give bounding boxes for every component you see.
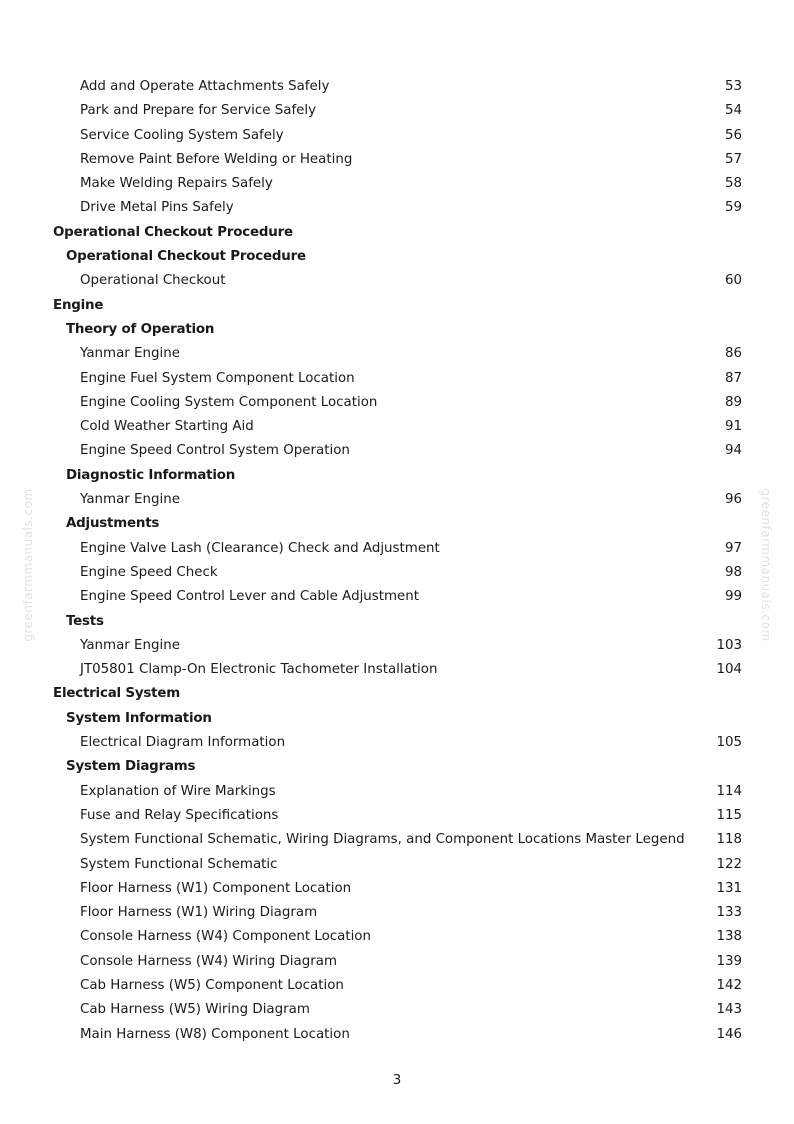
- toc-page-number: 87: [724, 370, 742, 386]
- toc-entry[interactable]: [0, 99, 794, 123]
- toc-page-number: 60: [724, 273, 742, 289]
- toc-title: Electrical Diagram Information: [80, 735, 286, 751]
- toc-entry[interactable]: [0, 731, 794, 755]
- toc-subsection-heading: [0, 245, 794, 269]
- toc-title: System Diagrams: [66, 759, 196, 775]
- toc-entry[interactable]: [0, 1023, 794, 1047]
- toc-entry[interactable]: [0, 367, 794, 391]
- toc-title: JT05801 Clamp-On Electronic Tachometer Installation: [80, 662, 438, 678]
- toc-page-number: 86: [724, 346, 742, 362]
- toc-title: Make Welding Repairs Safely: [80, 176, 273, 192]
- toc-page-number: 143: [716, 1002, 742, 1018]
- toc-entry[interactable]: [0, 75, 794, 99]
- toc-entry[interactable]: [0, 585, 794, 609]
- toc-title: Fuse and Relay Specifications: [80, 807, 279, 823]
- toc-title: Engine Fuel System Component Location: [80, 370, 355, 386]
- watermark-right: greenfarmmanuals.com: [759, 488, 773, 642]
- toc-title: Yanmar Engine: [80, 346, 180, 362]
- toc-title: Park and Prepare for Service Safely: [80, 103, 317, 119]
- toc-title: Explanation of Wire Markings: [80, 783, 276, 799]
- toc-page-number: 58: [724, 176, 742, 192]
- watermark-left: greenfarmmanuals.com: [21, 488, 35, 642]
- toc-title: Main Harness (W8) Component Location: [80, 1026, 350, 1042]
- toc-entry[interactable]: [0, 901, 794, 925]
- toc-page-number: 56: [724, 127, 742, 143]
- toc-title: Console Harness (W4) Component Location: [80, 929, 371, 945]
- toc-subsection-heading: [0, 464, 794, 488]
- toc-title: Console Harness (W4) Wiring Diagram: [80, 953, 337, 969]
- toc-page-number: 103: [716, 637, 742, 653]
- toc-entry[interactable]: [0, 925, 794, 949]
- toc-title: Yanmar Engine: [80, 492, 180, 508]
- toc-entry[interactable]: [0, 342, 794, 366]
- toc-page-number: 122: [716, 856, 742, 872]
- toc-page-number: 89: [724, 394, 742, 410]
- toc-page-number: 54: [724, 103, 742, 119]
- toc-title: Operational Checkout Procedure: [53, 224, 293, 240]
- toc-entry[interactable]: [0, 974, 794, 998]
- toc-page-number: 142: [716, 977, 742, 993]
- toc-title: Floor Harness (W1) Wiring Diagram: [80, 905, 318, 921]
- toc-entry[interactable]: [0, 780, 794, 804]
- toc-title: Tests: [66, 613, 104, 629]
- toc-page-number: 118: [716, 832, 742, 848]
- toc-title: Engine Speed Control Lever and Cable Adjustment: [80, 589, 420, 605]
- toc-page-number: 59: [724, 200, 742, 216]
- toc-section-heading: [0, 294, 794, 318]
- toc-title: Floor Harness (W1) Component Location: [80, 880, 352, 896]
- page-number: 3: [392, 1073, 402, 1088]
- toc-page-number: 138: [716, 929, 742, 945]
- toc-entry[interactable]: [0, 561, 794, 585]
- toc-entry[interactable]: [0, 415, 794, 439]
- toc-title: System Functional Schematic, Wiring Diagrams, and Component Locations Master Legend: [80, 832, 685, 848]
- toc-title: Electrical System: [53, 686, 180, 702]
- toc-entry[interactable]: [0, 439, 794, 463]
- toc-title: System Functional Schematic: [80, 856, 278, 872]
- toc-title: Add and Operate Attachments Safely: [80, 79, 330, 94]
- toc-title: Operational Checkout Procedure: [66, 249, 306, 265]
- toc-page-number: 97: [724, 540, 742, 556]
- toc-subsection-heading: [0, 318, 794, 342]
- toc-entry[interactable]: [0, 634, 794, 658]
- toc-title: Engine Speed Check: [80, 564, 218, 580]
- toc-page-number: 139: [716, 953, 742, 969]
- toc-title: Remove Paint Before Welding or Heating: [80, 151, 353, 167]
- toc-page-number: 96: [724, 492, 742, 508]
- toc-entry[interactable]: [0, 269, 794, 293]
- toc-title: Cold Weather Starting Aid: [80, 419, 254, 435]
- toc-title: Service Cooling System Safely: [80, 127, 284, 143]
- toc-entry[interactable]: [0, 828, 794, 852]
- toc-page-number: 98: [724, 564, 742, 580]
- toc-title: Engine Valve Lash (Clearance) Check and Adjustment: [80, 540, 440, 556]
- toc-title: Operational Checkout: [80, 273, 226, 289]
- toc-entry[interactable]: [0, 196, 794, 220]
- toc-title: Theory of Operation: [66, 321, 215, 337]
- toc-entry[interactable]: [0, 537, 794, 561]
- toc-subsection-heading: [0, 755, 794, 779]
- toc-page-number: 91: [724, 419, 742, 435]
- toc-page-number: 131: [716, 880, 742, 896]
- toc-entry[interactable]: [0, 172, 794, 196]
- toc-subsection-heading: [0, 512, 794, 536]
- toc-entry[interactable]: [0, 950, 794, 974]
- toc-entry[interactable]: [0, 124, 794, 148]
- toc-page-number: 146: [716, 1026, 742, 1042]
- toc-section-heading: [0, 682, 794, 706]
- toc-section-heading: [0, 221, 794, 245]
- toc-page-number: 115: [716, 807, 742, 823]
- toc-subsection-heading: [0, 707, 794, 731]
- toc-page-number: 99: [724, 589, 742, 605]
- toc-entry[interactable]: [0, 488, 794, 512]
- toc-entry[interactable]: [0, 804, 794, 828]
- toc-title: Engine: [53, 297, 104, 313]
- toc-page-number: 53: [724, 79, 742, 94]
- toc-entry[interactable]: [0, 658, 794, 682]
- toc-entry[interactable]: [0, 391, 794, 415]
- toc-entry[interactable]: [0, 853, 794, 877]
- toc-title: Yanmar Engine: [80, 637, 180, 653]
- toc-page-number: 57: [724, 151, 742, 167]
- toc-title: Cab Harness (W5) Wiring Diagram: [80, 1002, 310, 1018]
- toc-page-number: 104: [716, 662, 742, 678]
- toc-title: Cab Harness (W5) Component Location: [80, 977, 344, 993]
- toc-subsection-heading: [0, 610, 794, 634]
- toc-title: Adjustments: [66, 516, 160, 532]
- toc-entry[interactable]: [0, 148, 794, 172]
- toc-page-number: 105: [716, 735, 742, 751]
- toc-title: Drive Metal Pins Safely: [80, 200, 234, 216]
- toc-page-number: 114: [716, 783, 742, 799]
- toc-title: Engine Speed Control System Operation: [80, 443, 350, 459]
- toc-title: Diagnostic Information: [66, 467, 236, 483]
- toc-page-number: 94: [724, 443, 742, 459]
- toc-title: System Information: [66, 710, 212, 726]
- toc-page-number: 133: [716, 905, 742, 921]
- toc-title: Engine Cooling System Component Location: [80, 394, 378, 410]
- toc-entry[interactable]: [0, 998, 794, 1022]
- table-of-contents: [0, 75, 794, 1047]
- toc-entry[interactable]: [0, 877, 794, 901]
